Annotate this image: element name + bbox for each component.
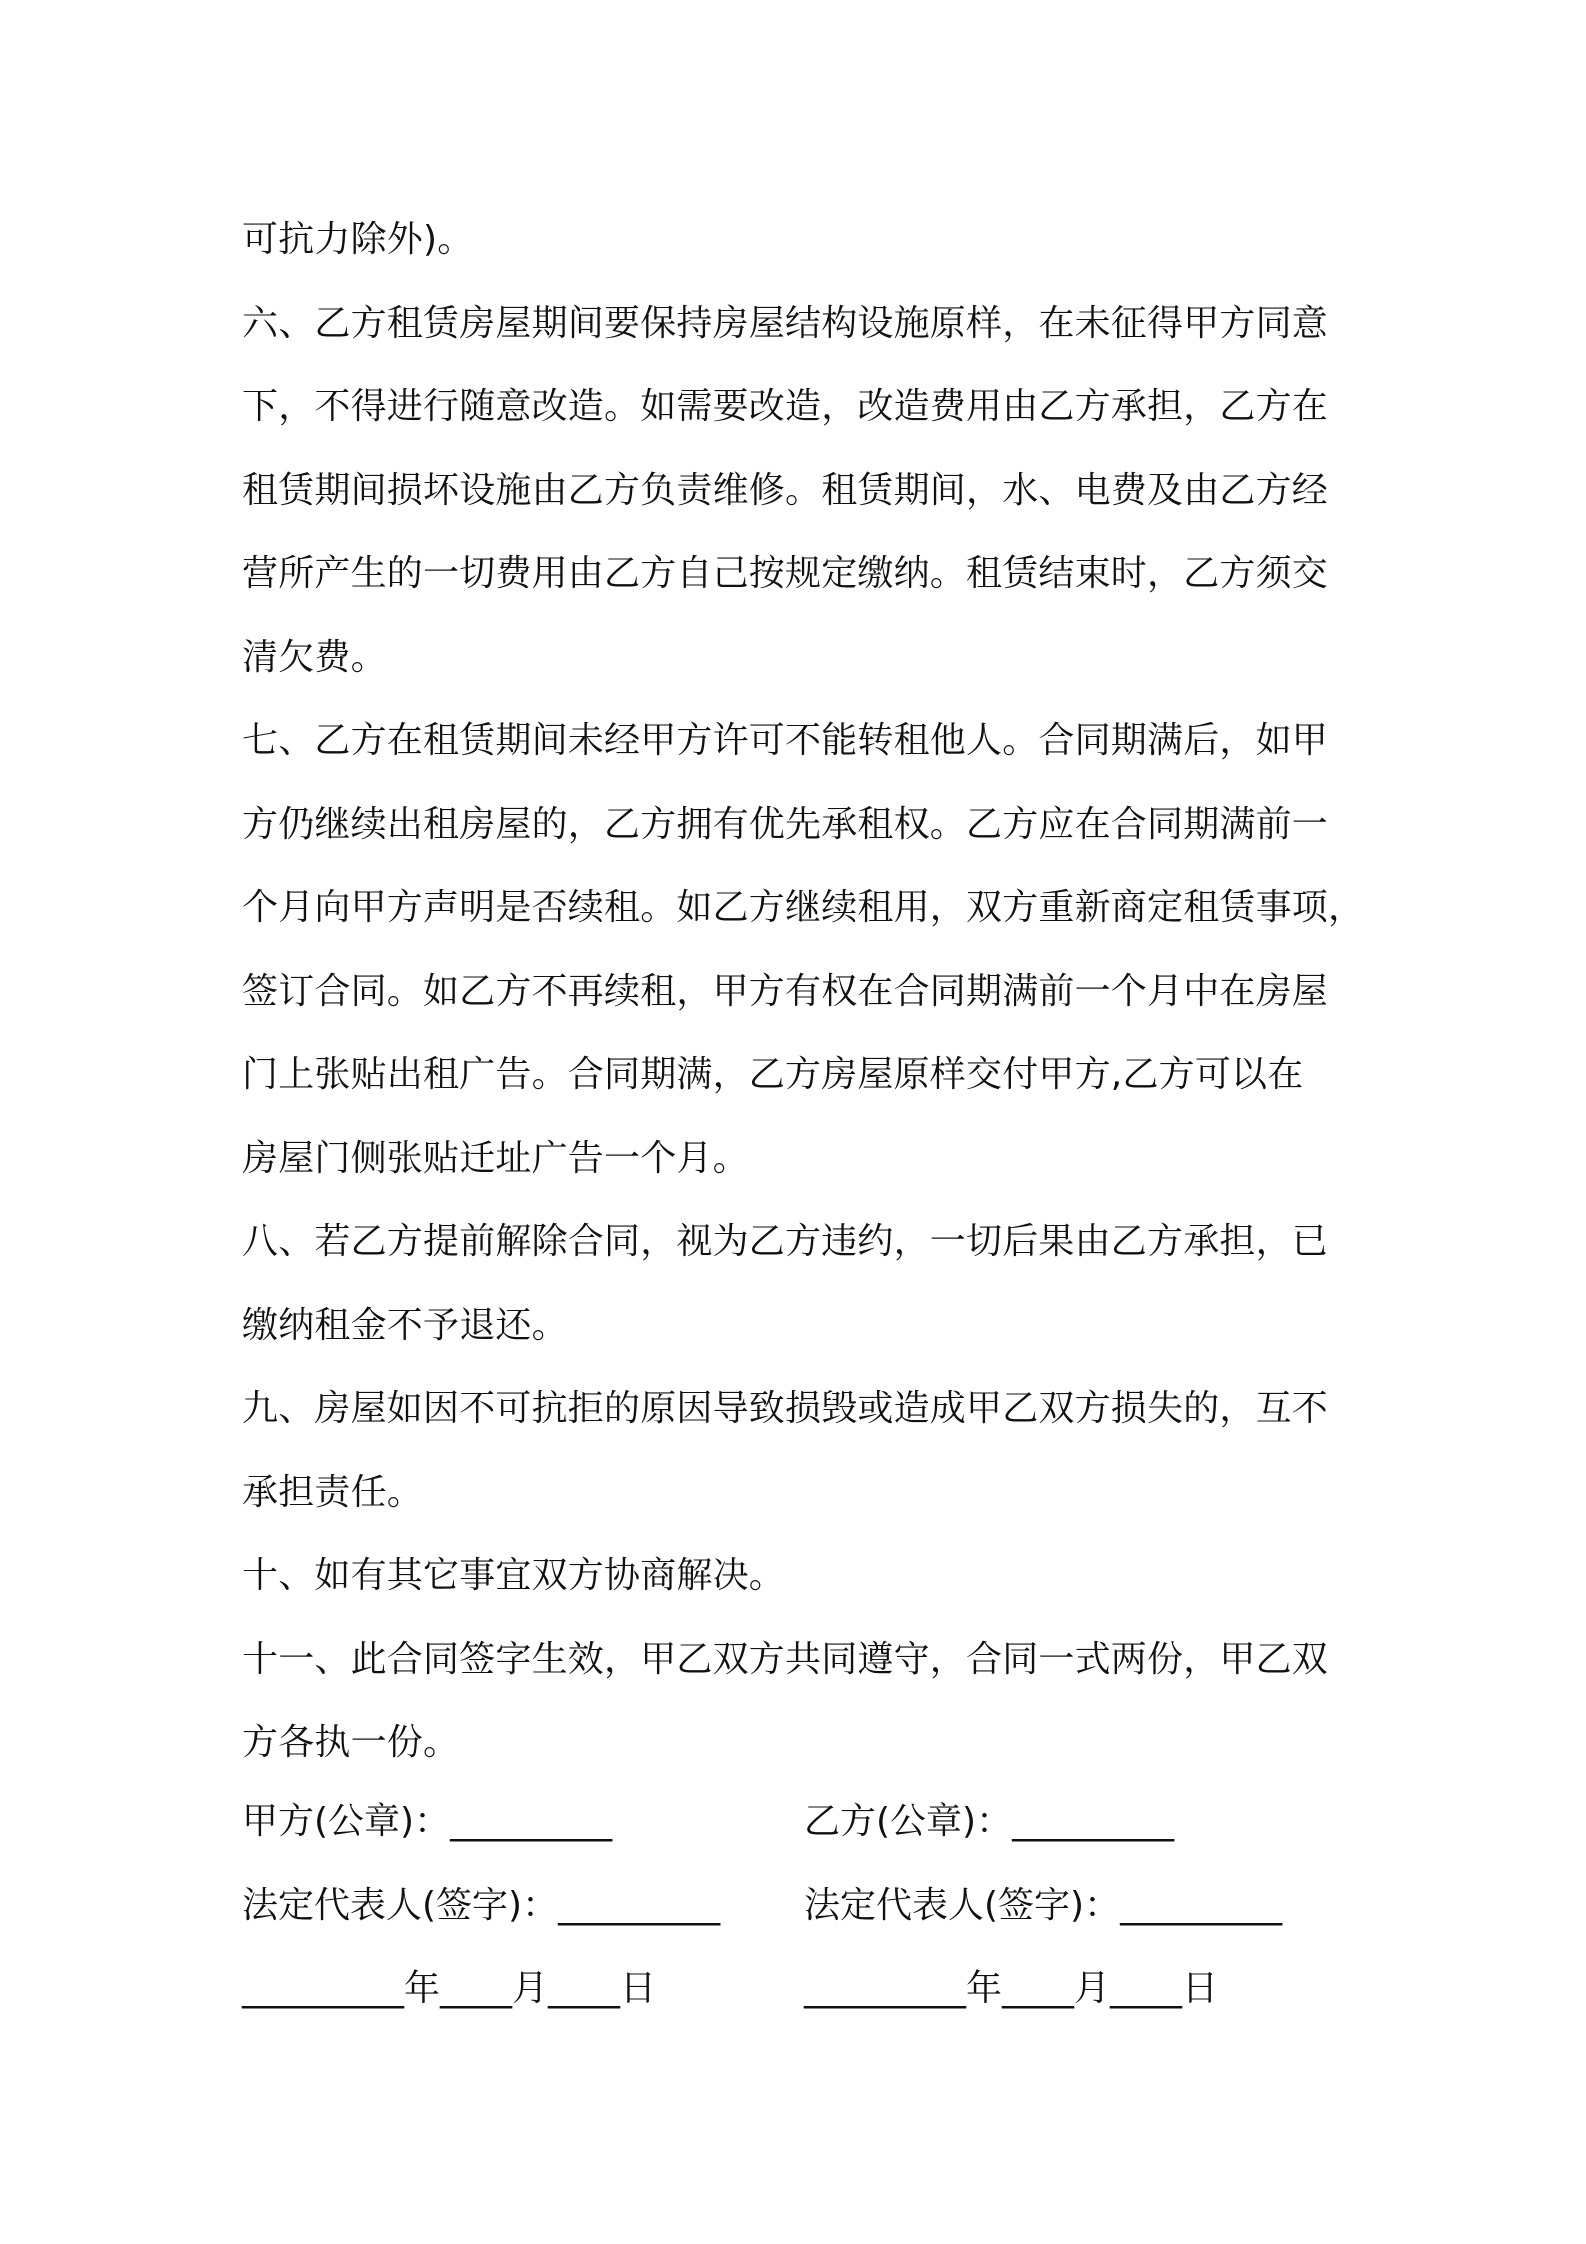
clause-7-line: 房屋门侧张贴迁址广告一个月。 [242, 1137, 749, 1179]
clause-7-line: 签订合同。如乙方不再续租，甲方有权在合同期满前一个月中在房屋 [242, 970, 1329, 1012]
clause-6-line: 下，不得进行随意改造。如需要改造，改造费用由乙方承担，乙方在 [242, 386, 1329, 427]
clause-6-line: 六、乙方租赁房屋期间要保持房屋结构设施原样，在未征得甲方同意 [242, 302, 1329, 344]
party-b-seal-field: 乙方(公章)：_________ [804, 1801, 1175, 1842]
signature-rep-row [242, 1864, 1362, 1948]
clause-10-line: 十、如有其它事宜双方协商解决。 [242, 1555, 786, 1596]
signature-date-row [242, 1947, 1362, 2031]
clause-9-line: 九、房屋如因不可抗拒的原因导致损毁或造成甲乙双方损失的，互不 [242, 1388, 1329, 1429]
contract-body [242, 198, 1365, 1785]
party-b-date-field: _________年____月____日 [804, 1968, 1218, 2009]
clause-7-line: 个月向甲方声明是否续租。如乙方继续租用，双方重新商定租赁事项， [242, 887, 1365, 928]
party-a-representative-field: 法定代表人(签字)：_________ [242, 1884, 721, 1926]
body-line: 可抗力除外)。 [242, 219, 474, 260]
clause-8-line: 八、若乙方提前解除合同，视为乙方违约，一切后果由乙方承担，已 [242, 1221, 1329, 1262]
clause-11-line: 十一、此合同签字生效，甲乙双方共同遵守，合同一式两份，甲乙双 [242, 1638, 1329, 1680]
clause-9-line: 承担责任。 [242, 1471, 424, 1513]
clause-6-line: 清欠费。 [242, 636, 387, 678]
clause-6-line: 租赁期间损坏设施由乙方负责维修。租赁期间，水、电费及由乙方经 [242, 469, 1329, 511]
clause-7-line: 七、乙方在租赁期间未经甲方许可不能转租他人。合同期满后，如甲 [242, 720, 1329, 761]
signature-seal-row [242, 1780, 1362, 1864]
clause-6-line: 营所产生的一切费用由乙方自己按规定缴纳。租赁结束时，乙方须交 [242, 553, 1329, 594]
clause-7-line: 方仍继续出租房屋的，乙方拥有优先承租权。乙方应在合同期满前一 [242, 803, 1329, 845]
party-a-date-field: _________年____月____日 [242, 1968, 656, 2009]
clause-8-line: 缴纳租金不予退还。 [242, 1304, 568, 1346]
clause-7-line: 门上张贴出租广告。合同期满，乙方房屋原样交付甲方,乙方可以在 [242, 1054, 1304, 1095]
party-a-seal-field: 甲方(公章)：_________ [242, 1801, 613, 1842]
signature-section [242, 1780, 1362, 2031]
party-b-representative-field: 法定代表人(签字)：_________ [804, 1884, 1283, 1926]
clause-11-line: 方各执一份。 [242, 1722, 460, 1763]
